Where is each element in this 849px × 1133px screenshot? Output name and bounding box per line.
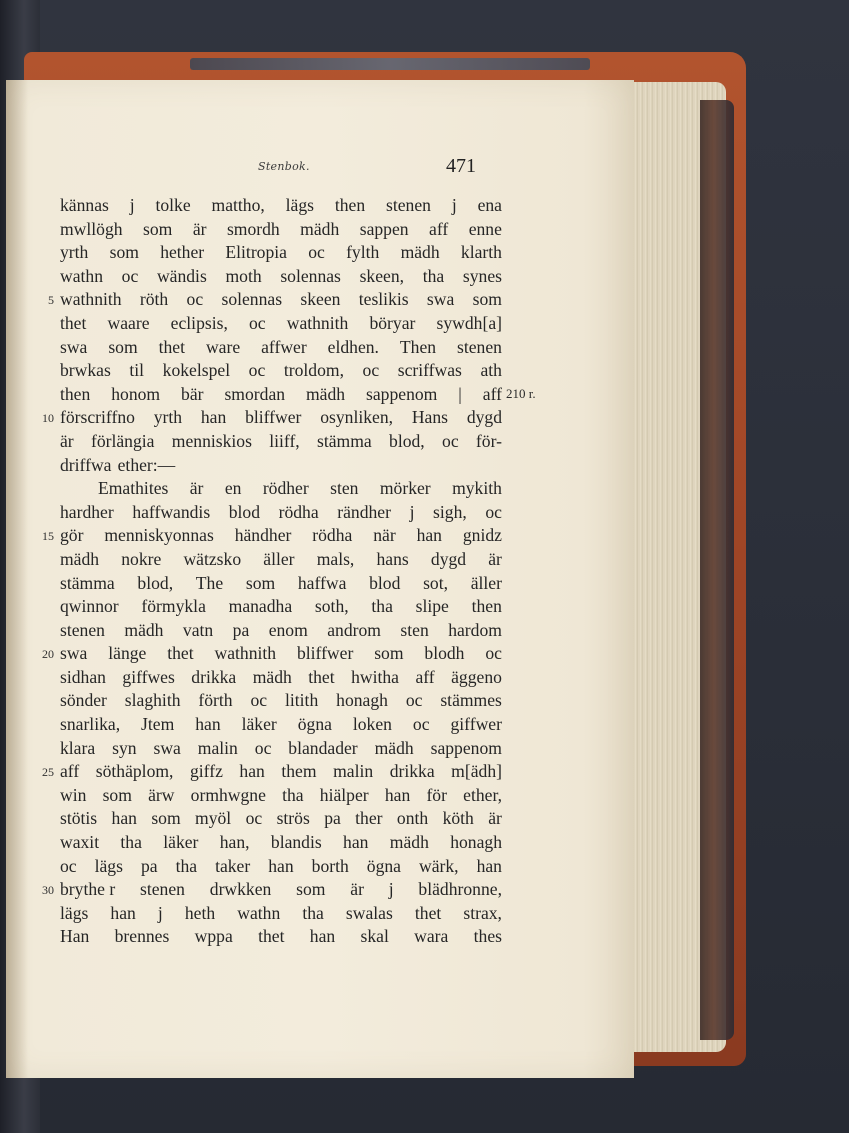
word: rödha [278,501,319,522]
word: loken [352,714,392,735]
text-line [60,194,502,218]
word: han [268,855,294,876]
word: syn [112,737,137,758]
page-number: 471 [446,155,476,177]
word: blod [228,501,261,522]
word: hans [376,548,409,569]
line-number: 5 [48,293,54,308]
word: blandis [270,832,322,853]
word: The [195,572,224,593]
word: förscriffno [60,407,135,428]
text-line [60,925,502,949]
word: oc [186,289,204,310]
word: pa [232,619,250,640]
word: rödha [312,525,353,546]
word: troldom, [283,360,344,381]
word: som [108,336,138,357]
word: brythe r [60,879,116,900]
word: rödher [262,478,309,499]
word: förth [198,690,233,711]
word: enne [468,218,502,239]
margin-note: 210 r. [506,386,536,401]
word: moth [225,265,262,286]
word: hether [160,242,205,263]
word: solennas [221,289,283,310]
word: swa [60,643,88,664]
word: swalas [345,902,393,923]
word: oc [405,690,423,711]
word: hiälper [319,784,369,805]
word: han [200,407,227,428]
word: swa [426,289,455,310]
word: menniskios [171,430,252,451]
word: för- [475,430,502,451]
word: han [343,832,369,853]
word: giffwer [450,714,502,735]
word: eldhen. [327,336,379,357]
word: sten [400,619,429,640]
word: them [281,761,317,782]
word: smordh [226,218,280,239]
word: bliffwer [296,643,354,664]
word: thet [158,336,186,357]
word: ath [480,360,502,381]
word: äggeno [451,666,502,687]
word: affwer [261,336,307,357]
word: böryar [369,312,416,333]
text-block [42,194,502,949]
word: haffwa [297,572,347,593]
word: oc [485,501,502,522]
word: aff [482,383,502,404]
word: pa [324,808,341,829]
word: giffwes [122,666,175,687]
word: ögna [366,855,401,876]
word: länge [108,643,147,664]
word: ärw [148,784,175,805]
word: Hans [411,407,449,428]
text-line [60,737,502,761]
word: kokelspel [162,360,231,381]
word: honom [111,383,161,404]
line-number: 20 [42,647,54,662]
text-line [60,902,502,926]
word: malin [197,737,238,758]
word: mädh [305,383,346,404]
word: mwllögh [60,218,123,239]
word: thet [60,312,87,333]
word: klarth [460,242,502,263]
word: drikka [389,761,435,782]
word: han [110,902,136,923]
word: äller [470,572,502,593]
word: oc [412,714,430,735]
word: tha [371,596,393,617]
word: sywdh[a] [436,312,502,333]
line-number: 30 [42,883,54,898]
text-line [60,831,502,855]
word: rändher [337,501,391,522]
word: sot, [423,572,448,593]
word: som [109,242,139,263]
word: wppa [194,926,233,947]
word: thet [414,902,442,923]
word: swa [153,737,181,758]
word: taker [215,855,251,876]
text-line [42,878,502,902]
word: stämma [60,572,115,593]
word: stenen [457,336,502,357]
word: wathnith [286,312,349,333]
word: oc [308,242,325,263]
word: yrth [153,407,183,428]
word: brennes [114,926,170,947]
text-line [60,218,502,242]
text-line [60,312,502,336]
line-number: 15 [42,529,54,544]
word: brwkas [60,360,111,381]
word: scriffwas [397,360,462,381]
word: som [472,289,502,310]
word: lägs [60,902,89,923]
word: vatn [182,619,214,640]
word: skeen [300,289,341,310]
word: oc [442,430,459,451]
word: skeen, [359,265,405,286]
word: sönder [60,690,107,711]
word: tha [120,832,142,853]
word: han [416,525,442,546]
word: han, [219,832,250,853]
word: hardom [448,619,502,640]
word: tha [302,902,324,923]
word: han [384,784,411,805]
word: manadha [228,596,293,617]
word: wathnith [214,643,277,664]
word: ormhwgne [190,784,266,805]
text-line [60,619,502,643]
word: m[ädh] [451,761,502,782]
word: androm [327,619,381,640]
word: honagh [450,832,502,853]
word: är [488,808,502,829]
word: mykith [452,478,502,499]
word: waxit [60,832,100,853]
word: sidhan [60,666,106,687]
running-head: Stenbok. [258,160,310,173]
word: sappenom [366,383,438,404]
word: aff [415,666,435,687]
word: blädhronne, [418,879,502,900]
word: stötis [60,808,98,829]
word: haffwandis [132,501,211,522]
word: drwkken [209,879,272,900]
word: är [60,430,74,451]
word: swa [60,336,88,357]
word: mädh [300,218,340,239]
word: oc [248,312,266,333]
text-line [60,241,502,265]
word: köth [442,808,474,829]
word: blod [369,572,401,593]
text-line [60,572,502,596]
word: mörker [379,478,431,499]
word: thet [258,926,285,947]
word: kännas [60,195,109,215]
word: är [488,548,502,569]
word: förlängia [90,430,155,451]
word: then [471,596,502,617]
text-line [60,689,502,713]
word: liiff, [269,430,300,451]
word: han [239,761,265,782]
word: stämma [317,430,372,451]
word: stenen [60,619,105,640]
word: oc [362,360,380,381]
word: oc [254,737,272,758]
text-line [60,595,502,619]
word: stenen [140,879,185,900]
word: mädh [400,242,440,263]
word: tolke [155,195,191,215]
word: lägs [285,195,314,215]
word: han [195,714,221,735]
word: thet [308,666,335,687]
text-line [60,336,502,360]
word: mädh [252,666,292,687]
word: menniskyonnas [104,525,214,546]
text-line [60,501,502,525]
text-line [60,430,502,454]
word: drikka [191,666,237,687]
word: wändis [156,265,207,286]
text-line [60,359,502,383]
word: dygd [466,407,502,428]
word: mädh [60,548,100,569]
text-line [42,524,502,548]
word: j [129,195,135,215]
word: thet [167,643,194,664]
word: mals, [316,548,355,569]
word: smordan [224,383,286,404]
word: oc [485,643,502,664]
word: solennas [280,265,341,286]
word: tha [282,784,304,805]
word: synes [462,265,502,286]
word: som [102,784,132,805]
word: oc [250,690,268,711]
word: blod, [389,430,425,451]
word: slaghith [124,690,181,711]
word: j [451,195,457,215]
word: bliffwer [245,407,302,428]
text-line [60,855,502,879]
word: läker [163,832,199,853]
word: bär [181,383,204,404]
word: är [350,879,364,900]
word: aff [429,218,449,239]
word: then [334,195,366,215]
word: ther [355,808,383,829]
word: ware [205,336,241,357]
word: enom [268,619,308,640]
word: Then [399,336,437,357]
word: oc [121,265,139,286]
word: blodh [424,643,465,664]
word: wärk, [418,855,459,876]
word: heth [184,902,216,923]
line-number: 25 [42,765,54,780]
word: äller [263,548,295,569]
word: | [458,383,462,404]
word: sappenom [430,737,502,758]
word: är [189,478,204,499]
word: litith [285,690,319,711]
word: Emathites [98,478,169,499]
word: tha [422,265,445,286]
word: wathnith [60,289,122,310]
word: ena [477,195,502,215]
cover-top-strip [190,58,590,70]
word: mädh [374,737,414,758]
word: malin [333,761,374,782]
word: myöl [195,808,232,829]
word: qwinnor [60,596,119,617]
word: söthäplom, [95,761,174,782]
word: han [476,855,502,876]
word: snarlika, [60,714,121,735]
word: then [60,383,91,404]
page-stack-edge [700,100,734,1040]
word: stämmes [440,690,502,711]
word: hardher [60,501,114,522]
word: nokre [121,548,162,569]
word: teslikis [358,289,409,310]
word: win [60,784,87,805]
word: ether:— [117,454,176,475]
word: som [374,643,404,664]
text-line [60,477,502,501]
word: mädh [389,832,429,853]
word: klara [60,737,96,758]
text-line [42,406,502,430]
word: han [111,808,137,829]
word: giffz [189,761,223,782]
word: stenen [386,195,431,215]
word: oc [248,360,266,381]
word: oc [60,855,77,876]
word: blandader [288,737,358,758]
word: strös [276,808,310,829]
text-line [60,548,502,572]
text-line [60,265,502,289]
word: eclipsis, [170,312,228,333]
word: ether, [463,784,502,805]
text-line [60,784,502,808]
word: onth [396,808,429,829]
word: borth [311,855,349,876]
word: en [224,478,242,499]
word: wathn [60,265,103,286]
word: Elitropia [225,242,287,263]
word: blod, [137,572,174,593]
word: oc [245,808,263,829]
gutter-shade [6,80,28,1078]
word: wathn [237,902,281,923]
word: soth, [314,596,349,617]
word: lägs [94,855,123,876]
word: som [245,572,276,593]
line-number: 10 [42,411,54,426]
word: sten [330,478,359,499]
word: fylth [346,242,380,263]
word: läker [241,714,277,735]
word: röth [139,289,169,310]
word: ögna [297,714,332,735]
word: mädh [124,619,164,640]
word: sappen [359,218,409,239]
word: yrth [60,242,89,263]
word: aff [60,761,80,782]
word: för [426,784,447,805]
word: waare [107,312,150,333]
word: strax, [463,902,502,923]
text-line [60,807,502,831]
word: tha [175,855,198,876]
word: honagh [336,690,388,711]
word: sigh, [433,501,467,522]
word: Jtem [141,714,175,735]
word: slipe [415,596,449,617]
word: osynliken, [320,407,394,428]
word: gnidz [462,525,502,546]
word: när [373,525,396,546]
text-line [60,666,502,690]
word: wara [414,926,449,947]
text-line [60,454,502,478]
word: til [129,360,145,381]
word: som [143,218,173,239]
text-line [42,760,502,784]
word: wätzsko [183,548,242,569]
text-line [60,383,502,407]
word: gör [60,525,84,546]
word: pa [140,855,158,876]
word: j [409,501,415,522]
word: hwitha [351,666,399,687]
text-line [48,288,502,312]
text-line [60,713,502,737]
word: j [157,902,163,923]
word: han [309,926,336,947]
word: mattho, [211,195,265,215]
word: förmykla [141,596,206,617]
word: händher [234,525,292,546]
text-line [42,642,502,666]
word: thes [473,926,502,947]
word: j [388,879,394,900]
word: driffwa [60,454,112,475]
word: dygd [430,548,467,569]
word: Han [60,926,90,947]
word: som [151,808,181,829]
word: skal [360,926,389,947]
word: som [296,879,326,900]
word: är [192,218,207,239]
